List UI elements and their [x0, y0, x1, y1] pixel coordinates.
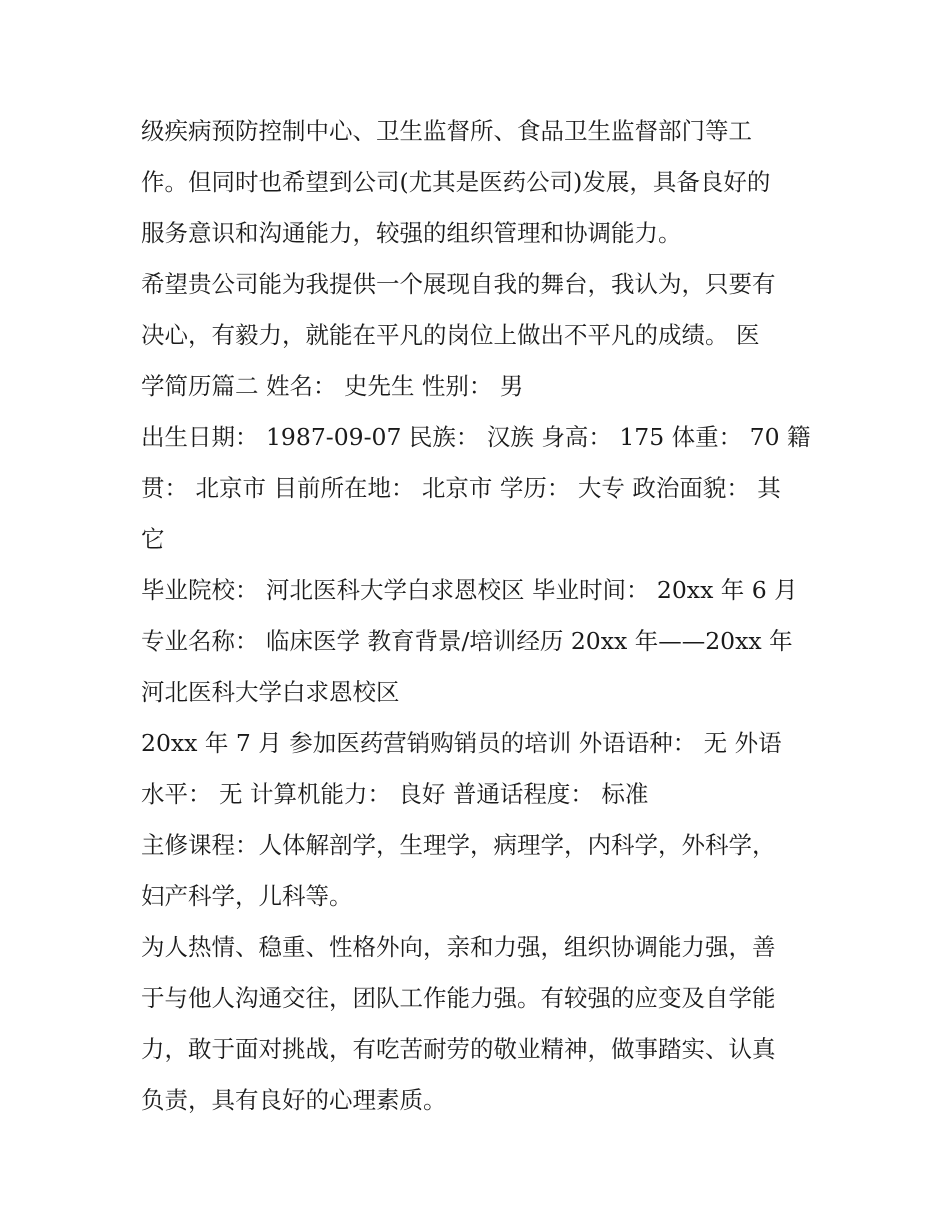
text-line: 主修课程：人体解剖学，生理学，病理学，内科学，外科学， [141, 831, 776, 859]
text-line: 学简历篇二 姓名： 史先生 性别： 男 [141, 372, 524, 400]
text-line: 河北医科大学白求恩校区 [141, 678, 400, 706]
body-text [141, 106, 821, 1126]
text-line: 妇产科学，儿科等。 [141, 882, 353, 910]
text-line: 水平： 无 计算机能力： 良好 普通话程度： 标准 [141, 780, 649, 808]
text-line: 决心，有毅力，就能在平凡的岗位上做出不平凡的成绩。 医 [141, 321, 760, 349]
text-line: 作。但同时也希望到公司(尤其是医药公司)发展，具备良好的 [141, 168, 771, 196]
text-line: 贯： 北京市 目前所在地： 北京市 学历： 大专 政治面貌： 其 [141, 474, 781, 502]
text-line: 负责，具有良好的心理素质。 [141, 1086, 447, 1114]
text-line: 级疾病预防控制中心、卫生监督所、食品卫生监督部门等工 [141, 117, 752, 145]
text-line: 出生日期： 1987-09-07 民族： 汉族 身高： 175 体重： 70 籍 [141, 423, 811, 451]
text-line: 希望贵公司能为我提供一个展现自我的舞台，我认为，只要有 [141, 270, 776, 298]
text-line: 为人热情、稳重、性格外向，亲和力强，组织协调能力强，善 [141, 933, 776, 961]
text-line: 它 [141, 525, 165, 553]
text-line: 于与他人沟通交往，团队工作能力强。有较强的应变及自学能 [141, 984, 776, 1012]
text-line: 毕业院校： 河北医科大学白求恩校区 毕业时间： 20xx 年 6 月 [141, 576, 798, 604]
text-line: 专业名称： 临床医学 教育背景/培训经历 20xx 年——20xx 年 [141, 627, 793, 655]
text-line: 20xx 年 7 月 参加医药营销购销员的培训 外语语种： 无 外语 [141, 729, 782, 757]
text-line: 服务意识和沟通能力，较强的组织管理和协调能力。 [141, 219, 682, 247]
text-line: 力，敢于面对挑战，有吃苦耐劳的敬业精神，做事踏实、认真 [141, 1035, 776, 1063]
